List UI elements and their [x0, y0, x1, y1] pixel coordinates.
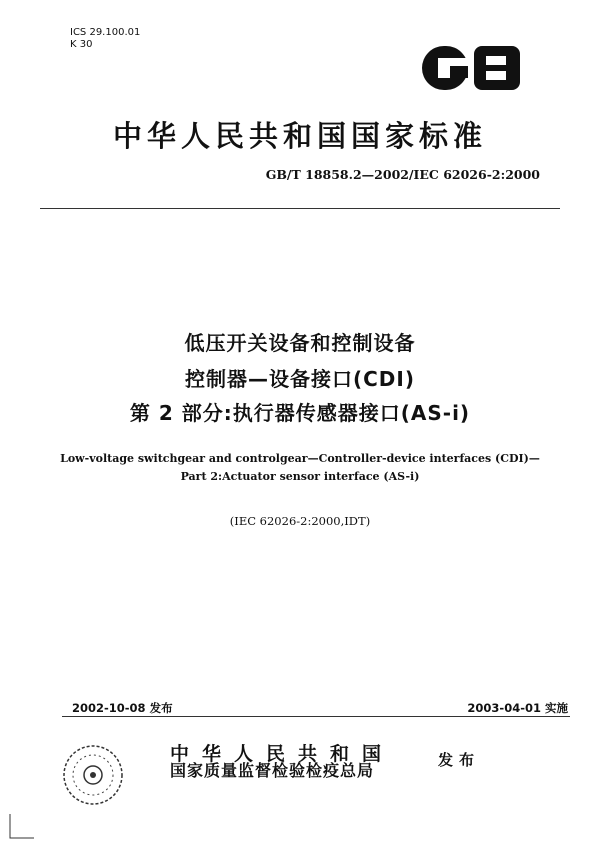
title-cn-line1: 低压开关设备和控制设备	[184, 331, 416, 355]
title-cn-line2: 控制器—设备接口(CDI)	[184, 367, 415, 391]
issue-date: 2002-10-08 发布	[72, 701, 173, 715]
publish-label: 发布	[438, 751, 481, 769]
footer-divider	[62, 716, 570, 717]
classification-block	[70, 27, 140, 51]
implement-date: 2003-04-01 实施	[467, 701, 568, 715]
publisher-line1: 中华人民共和国	[170, 743, 395, 765]
standard-main-title: 中华人民共和国国家标准	[112, 119, 487, 153]
identical-standard: (IEC 62026-2:2000,IDT)	[229, 514, 371, 528]
scan-corner-mark	[6, 812, 36, 842]
gb-logo	[420, 42, 522, 94]
class-code: K 30	[70, 39, 93, 50]
official-seal	[62, 744, 124, 806]
ics-code: ICS 29.100.01	[70, 27, 141, 38]
title-cn-line3: 第 2 部分:执行器传感器接口(AS-i)	[129, 401, 471, 425]
title-en-line1: Low-voltage switchgear and controlgear—Controller-device interfaces (CDI)—	[60, 452, 540, 465]
standard-number: GB/T 18858.2—2002/IEC 62026-2:2000	[265, 167, 540, 182]
header-divider	[40, 208, 560, 209]
title-en-line2: Part 2:Actuator sensor interface (AS-i)	[180, 470, 420, 483]
publisher-line2: 国家质量监督检验检疫总局	[170, 761, 375, 780]
